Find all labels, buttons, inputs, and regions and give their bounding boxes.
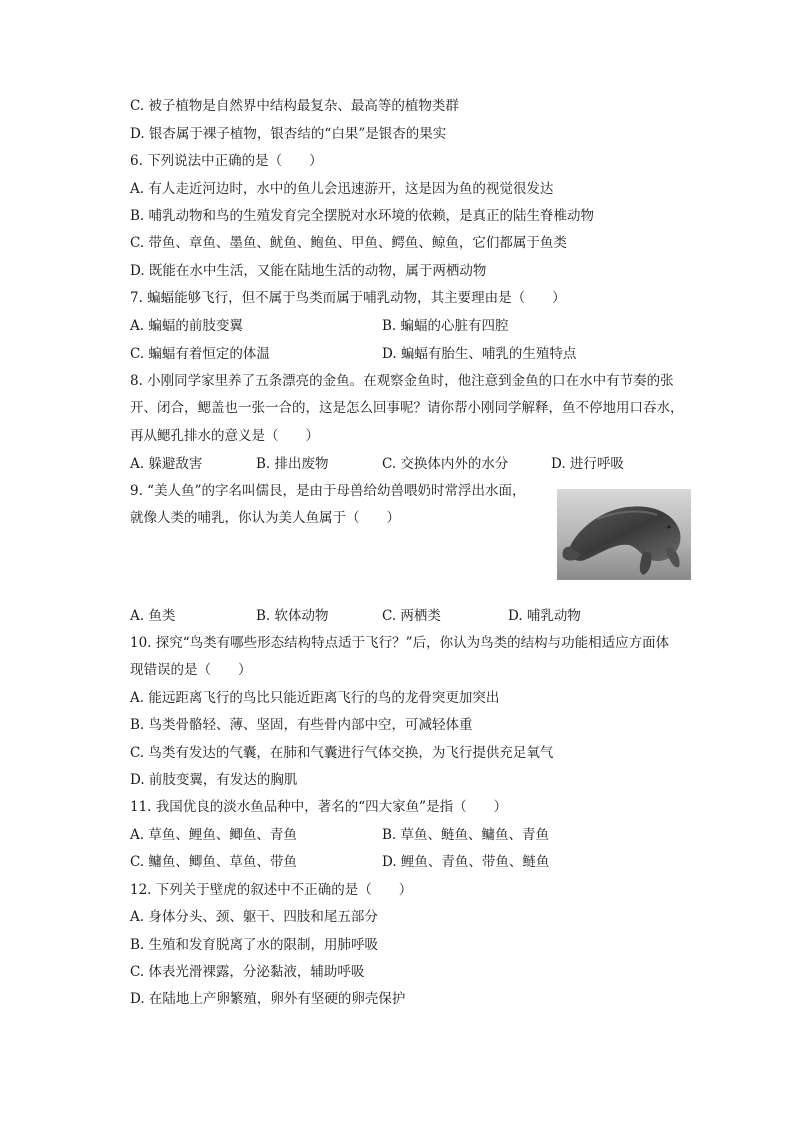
q9-stem-line1: 9. “美人鱼”的字名叫儒艮，是由于母兽给幼兽喂奶时常浮出水面， <box>130 483 526 499</box>
q10-option-c: C. 鸟类有发达的气囊，在肺和气囊进行气体交换，为飞行提供充足氧气 <box>130 745 554 761</box>
q12-option-b: B. 生殖和发育脱离了水的限制，用肺呼吸 <box>130 937 379 953</box>
q6-option-d: D. 既能在水中生活，又能在陆地生活的动物，属于两栖动物 <box>130 263 487 279</box>
q7-option-d: D. 蝙蝠有胎生、哺乳的生殖特点 <box>382 346 577 362</box>
q9-option-d: D. 哺乳动物 <box>508 608 581 624</box>
q11-stem: 11. 我国优良的淡水鱼品种中，著名的“四大家鱼”是指（ ） <box>130 799 508 815</box>
dugong-photo <box>557 489 691 580</box>
q12-stem: 12. 下列关于壁虎的叙述中不正确的是（ ） <box>130 882 413 898</box>
q12-option-a: A. 身体分头、颈、躯干、四肢和尾五部分 <box>130 909 378 925</box>
q10-option-a: A. 能远距离飞行的鸟比只能近距离飞行的鸟的龙骨突更加突出 <box>130 690 500 706</box>
q9-option-b: B. 软体动物 <box>256 608 329 624</box>
q6-option-c: C. 带鱼、章鱼、墨鱼、鱿鱼、鲍鱼、甲鱼、鳄鱼、鲸鱼，它们都属于鱼类 <box>130 235 567 251</box>
q8-option-b: B. 排出废物 <box>256 456 329 472</box>
q11-option-d: D. 鲤鱼、青鱼、带鱼、鲢鱼 <box>382 854 550 870</box>
q8-option-d: D. 进行呼吸 <box>551 456 624 472</box>
q11-option-c: C. 鳙鱼、鲫鱼、草鱼、带鱼 <box>130 854 297 870</box>
q10-option-d: D. 前肢变翼，有发达的胸肌 <box>130 772 298 788</box>
q8-option-a: A. 躲避敌害 <box>130 456 203 472</box>
q9-stem-line2: 就像人类的哺乳，你认为美人鱼属于（ ） <box>130 510 400 526</box>
q7-option-b: B. 蝙蝠的心脏有四腔 <box>382 318 509 334</box>
q6-stem: 6. 下列说法中正确的是（ ） <box>130 153 323 169</box>
q7-option-a: A. 蝙蝠的前肢变翼 <box>130 318 243 334</box>
q8-stem-line3: 再从鳃孔排水的意义是（ ） <box>130 428 319 444</box>
q11-option-b: B. 草鱼、鲢鱼、鳙鱼、青鱼 <box>382 827 550 843</box>
q10-stem-line2: 现错误的是（ ） <box>130 662 252 678</box>
q11-option-a: A. 草鱼、鲤鱼、鲫鱼、青鱼 <box>130 827 297 843</box>
q6-option-a: A. 有人走近河边时，水中的鱼儿会迅速游开，这是因为鱼的视觉很发达 <box>130 181 554 197</box>
q10-option-b: B. 鸟类骨骼轻、薄、坚固，有些骨内部中空，可减轻体重 <box>130 717 473 733</box>
q7-option-c: C. 蝙蝠有着恒定的体温 <box>130 346 270 362</box>
q10-stem-line1: 10. 探究“鸟类有哪些形态结构特点适于飞行？”后，你认为鸟类的结构与功能相适应方面体 <box>130 635 670 651</box>
q5-option-d: D. 银杏属于裸子植物，银杏结的“白果”是银杏的果实 <box>130 126 447 142</box>
q12-option-d: D. 在陆地上产卵繁殖，卵外有坚硬的卵壳保护 <box>130 991 406 1007</box>
q9-option-a: A. 鱼类 <box>130 608 176 624</box>
q6-option-b: B. 哺乳动物和鸟的生殖发育完全摆脱对水环境的依赖，是真正的陆生脊椎动物 <box>130 208 595 224</box>
q8-stem-line1: 8. 小刚同学家里养了五条漂亮的金鱼。在观察金鱼时，他注意到金鱼的口在水中有节奏的张 <box>130 373 674 389</box>
dugong-illustration <box>557 489 691 580</box>
q8-option-c: C. 交换体内外的水分 <box>382 456 509 472</box>
q5-option-c: C. 被子植物是自然界中结构最复杂、最高等的植物类群 <box>130 98 459 114</box>
q7-stem: 7. 蝙蝠能够飞行，但不属于鸟类而属于哺乳动物，其主要理由是（ ） <box>130 290 566 306</box>
q12-option-c: C. 体表光滑裸露，分泌黏液，辅助呼吸 <box>130 964 365 980</box>
q8-stem-line2: 开、闭合，鳃盖也一张一合的，这是怎么回事呢？请你帮小刚同学解释，鱼不停地用口吞水， <box>130 400 684 416</box>
q9-option-c: C. 两栖类 <box>382 608 441 624</box>
